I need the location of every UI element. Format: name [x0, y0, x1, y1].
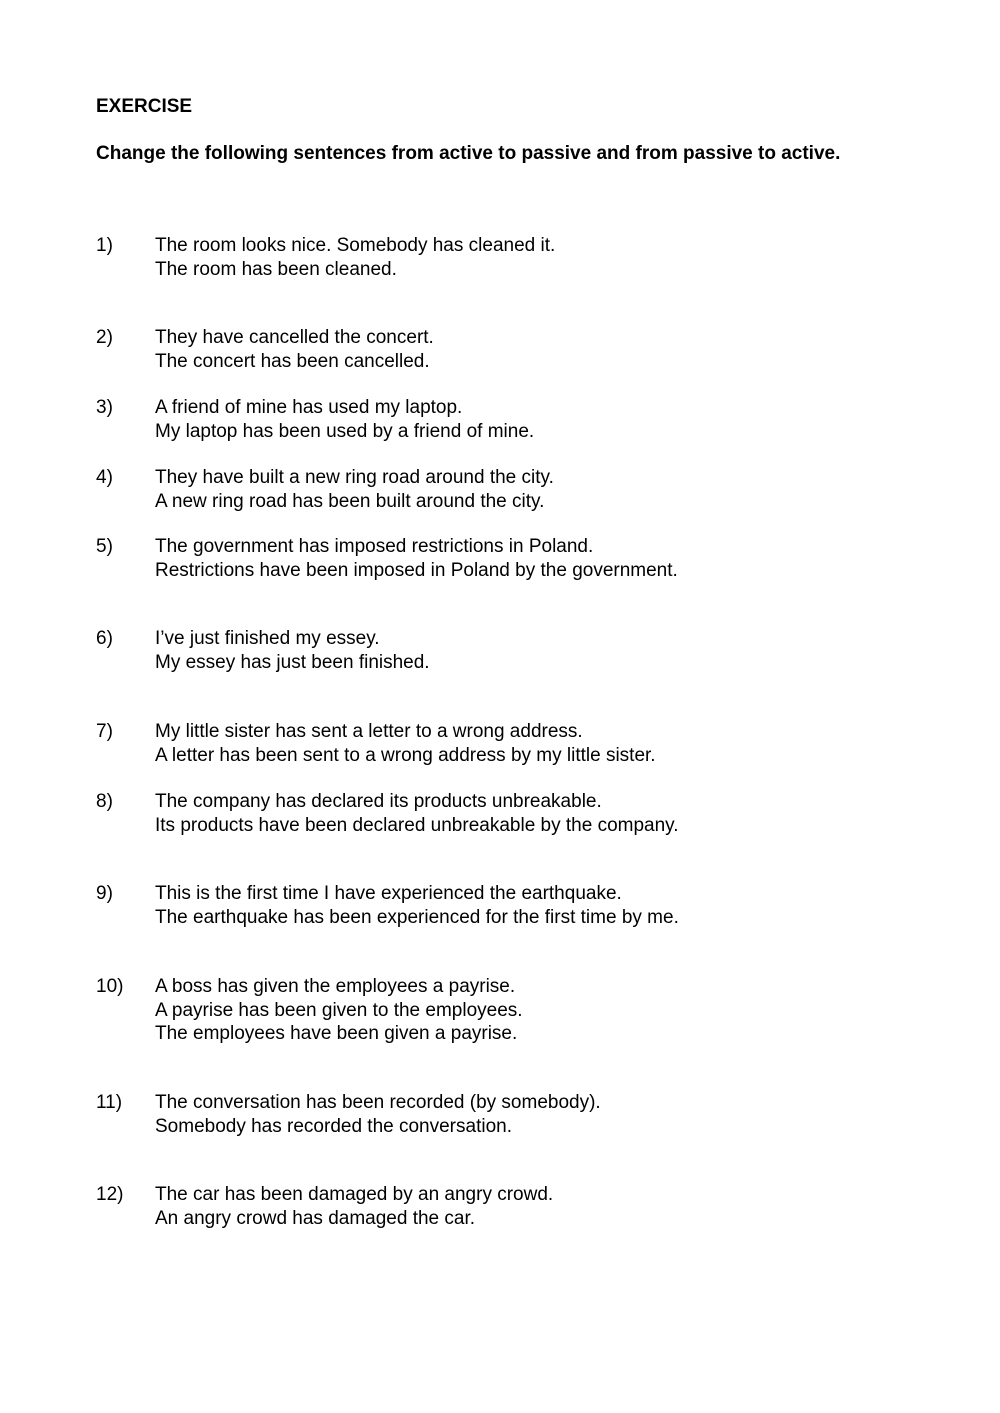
item-number: 12)	[96, 1184, 124, 1205]
item-sentences	[155, 975, 523, 1046]
answer-sentence: A letter has been sent to a wrong address by my little sister.	[155, 744, 656, 766]
answer-sentence: A new ring road has been built around the city.	[155, 490, 545, 512]
item-sentences	[155, 720, 656, 767]
answer-sentence: An angry crowd has damaged the car.	[155, 1207, 476, 1229]
original-sentence: A boss has given the employees a payrise.	[155, 976, 516, 997]
item-sentences	[155, 326, 434, 373]
item-number: 10)	[96, 976, 124, 997]
original-sentence: The room looks nice. Somebody has cleaned it.	[155, 235, 556, 256]
item-sentences	[155, 790, 679, 837]
item-number: 4)	[96, 467, 113, 488]
item-number: 8)	[96, 791, 113, 812]
item-number: 11)	[96, 1092, 123, 1113]
answer-sentence: My essey has just been finished.	[155, 651, 430, 673]
answer-sentence: The earthquake has been experienced for the first time by me.	[155, 906, 679, 928]
original-sentence: My little sister has sent a letter to a wrong address.	[155, 721, 583, 742]
original-sentence: A friend of mine has used my laptop.	[155, 397, 463, 418]
item-sentences	[155, 535, 678, 582]
answer-sentence: Its products have been declared unbreakable by the company.	[155, 814, 679, 836]
answer-sentence: A payrise has been given to the employees.	[155, 999, 523, 1021]
answer-sentence: The employees have been given a payrise.	[155, 1023, 518, 1044]
instruction-text: Change the following sentences from active to passive and from passive to active.	[96, 143, 841, 164]
original-sentence: The company has declared its products unbreakable.	[155, 791, 602, 812]
original-sentence: The government has imposed restrictions in Poland.	[155, 536, 594, 557]
original-sentence: The conversation has been recorded (by somebody).	[155, 1092, 601, 1113]
item-sentences	[155, 466, 554, 513]
original-sentence: They have built a new ring road around the city.	[155, 467, 554, 488]
item-number: 7)	[96, 721, 113, 742]
item-sentences	[155, 234, 555, 281]
answer-sentence: Restrictions have been imposed in Poland by the government.	[155, 559, 678, 581]
original-sentence: I’ve just finished my essey.	[155, 628, 380, 649]
answer-sentence: The room has been cleaned.	[155, 258, 397, 280]
original-sentence: They have cancelled the concert.	[155, 327, 434, 348]
item-number: 9)	[96, 883, 113, 904]
page-title: EXERCISE	[96, 96, 193, 117]
item-sentences	[155, 396, 534, 443]
answer-sentence: My laptop has been used by a friend of mine.	[155, 420, 535, 442]
item-number: 1)	[96, 235, 113, 256]
item-sentences	[155, 627, 430, 674]
item-number: 2)	[96, 327, 113, 348]
item-number: 6)	[96, 628, 113, 649]
original-sentence: This is the first time I have experienced the earthquake.	[155, 883, 622, 904]
answer-sentence: Somebody has recorded the conversation.	[155, 1115, 512, 1137]
answer-sentence: The concert has been cancelled.	[155, 350, 430, 372]
item-sentences	[155, 882, 679, 929]
item-sentences	[155, 1091, 601, 1138]
item-sentences	[155, 1183, 553, 1230]
item-number: 5)	[96, 536, 113, 557]
item-number: 3)	[96, 397, 113, 418]
original-sentence: The car has been damaged by an angry crowd.	[155, 1184, 554, 1205]
